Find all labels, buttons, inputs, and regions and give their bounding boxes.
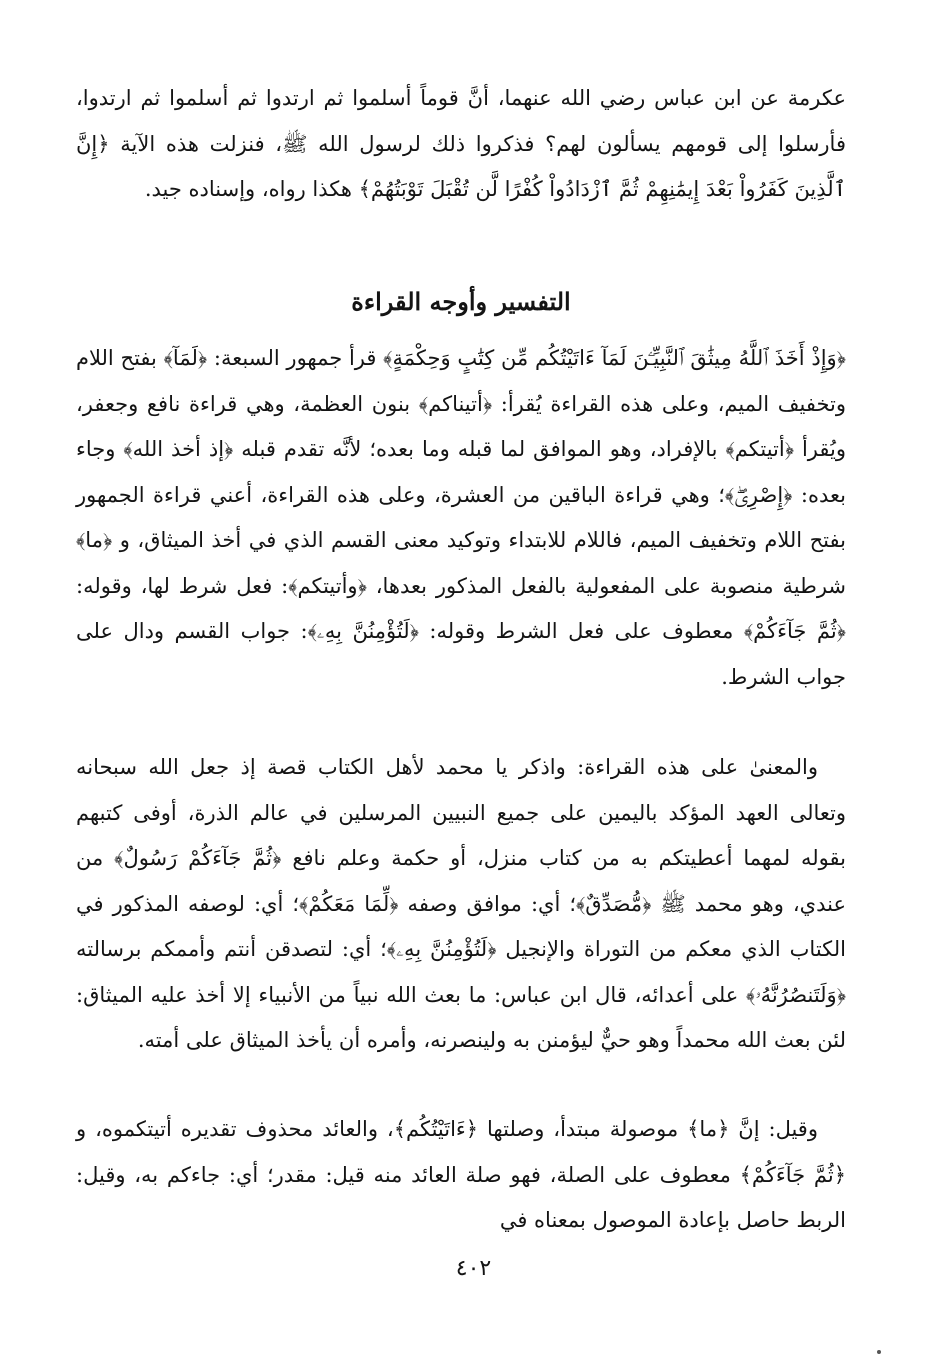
body-paragraph-1	[76, 336, 846, 700]
body-paragraph-2-text: والمعنىٰ على هذه القراءة: واذكر يا محمد لأهل الكتاب قصة إذ جعل الله سبحانه وتعالى العهد المؤكد باليمين على جميع النبيين المرسلين في عالم الذرة، أوفى كتبهم بقوله لمهما أعطيتكم به من كتاب منزل، أو حكمة وعلم نافع ﴿ثُمَّ جَآءَكُمْ رَسُولٌ﴾ من عندي، وهو محمد ﷺ ﴿مُّصَدِّقٌ﴾؛ أي: موافق وصفه ﴿لِّمَا مَعَكُمْ﴾؛ أي: لوصفه المذكور في الكتاب الذي معكم من التوراة والإنجيل ﴿لَتُؤْمِنُنَّ بِهِۦ﴾؛ أي: لتصدقن أنتم وأممكم برسالته ﴿وَلَتَنصُرُنَّهُۥ﴾ على أعدائه، قال ابن عباس: ما بعث الله نبياً من الأنبياء إلا أخذ عليه الميثاق: لئن بعث الله محمداً وهو حيٌّ ليؤمنن به ولينصرنه، وأمره أن يأخذ الميثاق على أمته.	[76, 755, 846, 1052]
page-number: ٤٠٢	[455, 1256, 492, 1281]
body-paragraph-2	[76, 745, 846, 1064]
section-heading: التفسير وأوجه القراءة	[351, 287, 571, 316]
scan-speck	[877, 1350, 881, 1354]
intro-paragraph-text: عكرمة عن ابن عباس رضي الله عنهما، أنَّ قوماً أسلموا ثم ارتدوا ثم أسلموا ثم ارتدوا، فأرسلوا إلى قومهم يسألون لهم؟ فذكروا ذلك لرسول الله ﷺ، فنزلت هذه الآية ﴿إِنَّ ٱلَّذِينَ كَفَرُواْ بَعْدَ إِيمَٰنِهِمْ ثُمَّ ٱزْدَادُواْ كُفْرًا لَّن تُقْبَلَ تَوْبَتُهُمْ﴾ هكذا رواه، وإسناده جيد.	[76, 86, 846, 201]
body-paragraph-3-text: وقيل: إنَّ ﴿ما﴾ موصولة مبتدأ، وصلتها ﴿ءَاتَيْتُكُم﴾، والعائد محذوف تقديره أتيتكموه، و ﴿ثُمَّ جَآءَكُمْ﴾ معطوف على الصلة، فهو صلة العائد منه قيل: مقدر؛ أي: جاءكم به، وقيل: الربط حاصل بإعادة الموصول بمعناه في	[76, 1117, 846, 1232]
body-paragraph-3	[76, 1107, 846, 1244]
body-paragraph-1-text: ﴿وَإِذْ أَخَذَ ٱللَّهُ مِيثَٰقَ ٱلنَّبِيِّـۧنَ لَمَآ ءَاتَيْتُكُم مِّن كِتَٰبٍ وَحِكْمَةٍ﴾ قرأ جمهور السبعة: ﴿لَمَآ﴾ بفتح اللام وتخفيف الميم، وعلى هذه القراءة يُقرأ: ﴿أتيناكم﴾ بنون العظمة، وهي قراءة نافع وجعفر، ويُقرأ ﴿أتيتكم﴾ بالإفراد، وهو الموافق لما قبله وما بعده؛ لأنَّه تقدم قبله ﴿إذ أخذ الله﴾ وجاء بعده: ﴿إِصْرِىۖ﴾؛ وهي قراءة الباقين من العشرة، وعلى هذه القراءة، أعني قراءة الجمهور بفتح اللام وتخفيف الميم، فاللام للابتداء وتوكيد معنى القسم الذي في أخذ الميثاق، و ﴿ما﴾ شرطية منصوبة على المفعولية بالفعل المذكور بعدها، ﴿وأتيتكم﴾: فعل شرط لها، وقوله: ﴿ثُمَّ جَآءَكُمْ﴾ معطوف على فعل الشرط وقوله: ﴿لَتُؤْمِنُنَّ بِهِۦ﴾: جواب القسم ودال على جواب الشرط.	[76, 346, 846, 689]
intro-paragraph	[76, 76, 846, 213]
